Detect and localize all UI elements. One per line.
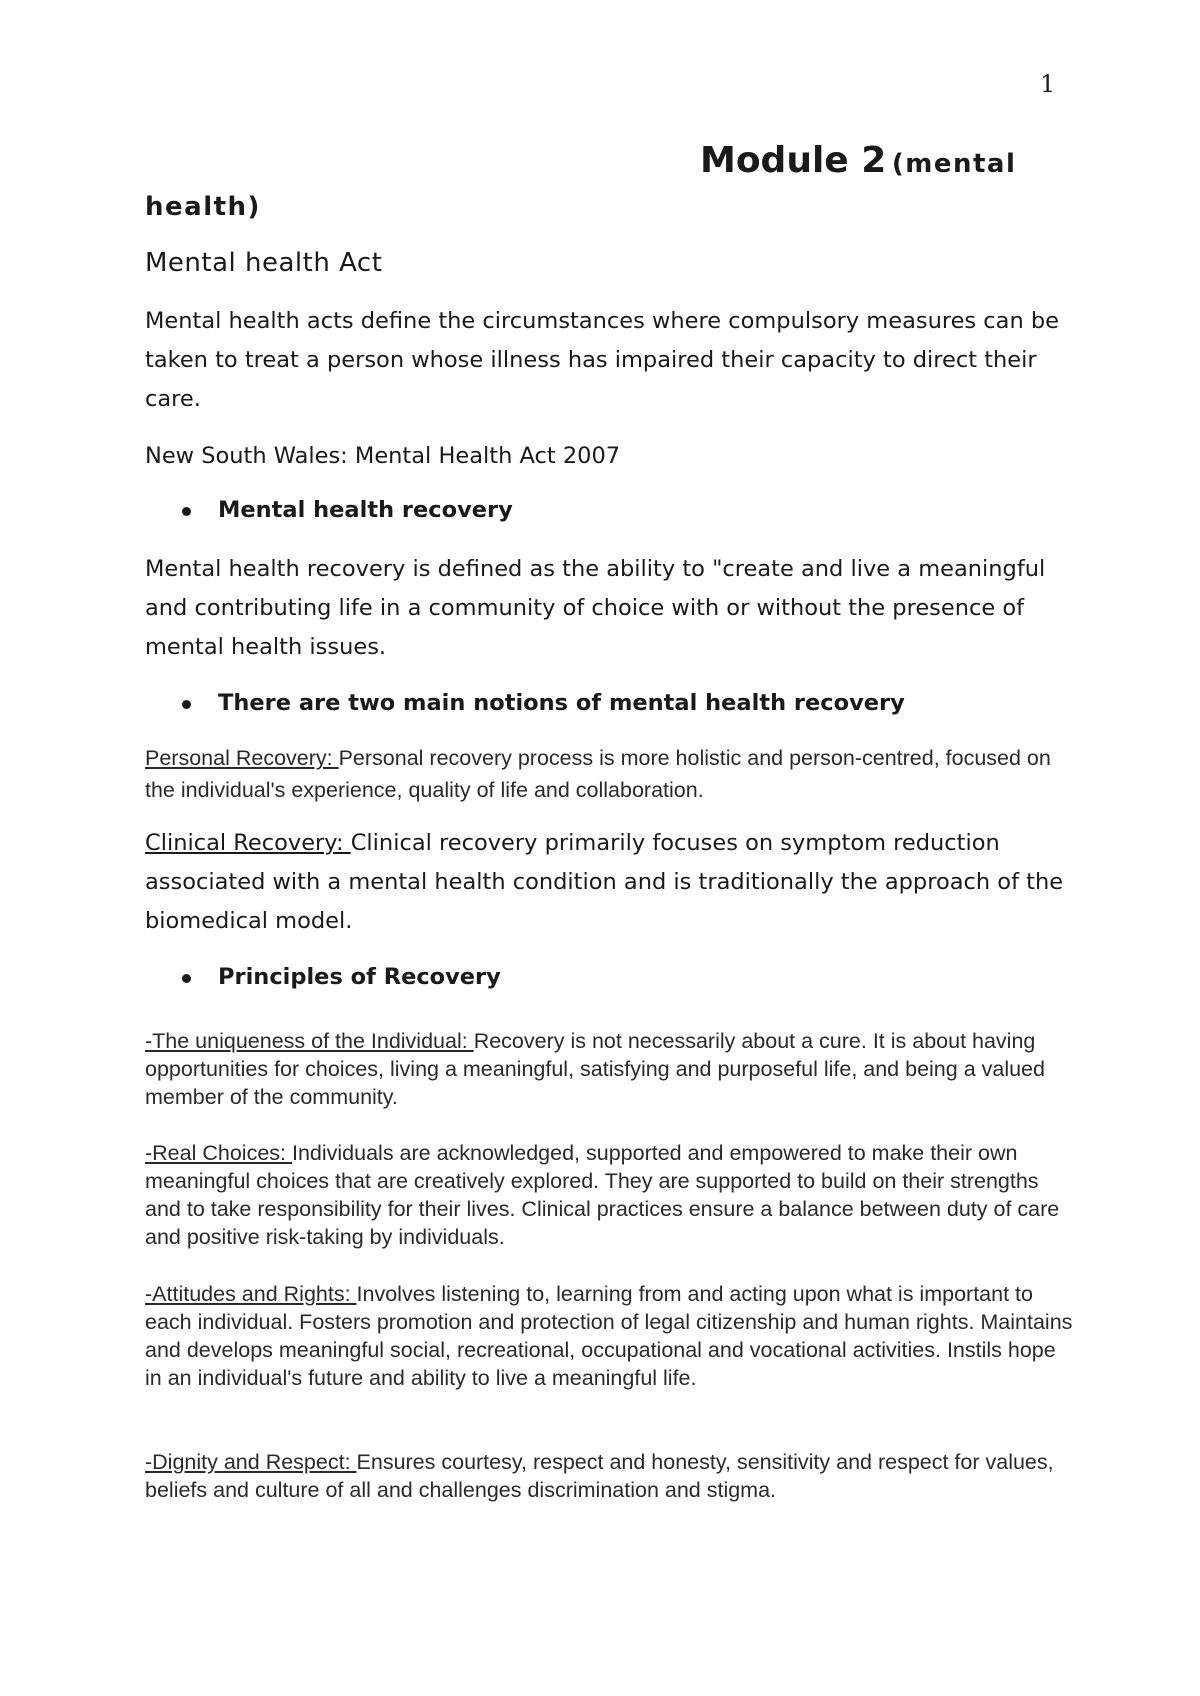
module-title (700, 140, 1016, 181)
clinical-recovery-text: Clinical recovery primarily focuses on symptom reduction associated with a mental health condition and is traditionally the approach of the biomedical model. (145, 830, 1064, 934)
bullet-two-notions: There are two main notions of mental health recovery (218, 690, 905, 716)
nsw-act-line: New South Wales: Mental Health Act 2007 (145, 443, 621, 469)
module-title-paren-start: (mental (891, 149, 1017, 179)
intro-paragraph: Mental health acts define the circumstances where compulsory measures can be taken to treat a person whose illness has impaired their capacity to direct their care. (145, 308, 1060, 412)
bullet-mental-health-recovery: Mental health recovery (218, 497, 513, 523)
bullet-icon (182, 507, 191, 516)
principle-label: -The uniqueness of the Individual: (145, 1029, 474, 1053)
principle-label: -Dignity and Respect: (145, 1450, 357, 1474)
personal-recovery-paragraph (145, 742, 1075, 806)
clinical-recovery-paragraph (145, 824, 1065, 941)
principle-paragraph (145, 1027, 1075, 1111)
principle-label: -Real Choices: (145, 1141, 292, 1165)
page-number: 1 (1040, 70, 1056, 98)
principle-label: -Attitudes and Rights: (145, 1282, 357, 1306)
recovery-definition: Mental health recovery is defined as the ability to "create and live a meaningful and contributing life in a community of choice with or without the presence of mental health issues. (145, 556, 1046, 660)
clinical-recovery-label: Clinical Recovery: (145, 830, 351, 856)
principle-paragraph (145, 1280, 1075, 1392)
principle-text: Recovery is not necessarily about a cure. It is about having opportunities for choices, living a meaningful, satisfying and purposeful life, and being a valued member of the community. (145, 1029, 1045, 1109)
principle-text: Individuals are acknowledged, supported and empowered to make their own meaningful choices that are creatively explored. They are supported to build on their strengths and to take responsibility for their lives. Clinical practices ensure a balance between duty of care and positive risk-taking by individuals. (145, 1141, 1060, 1249)
bullet-icon (182, 974, 191, 983)
bullet-principles: Principles of Recovery (218, 964, 501, 990)
bullet-icon (182, 700, 191, 709)
personal-recovery-text: Personal recovery process is more holistic and person-centred, focused on the individual's experience, quality of life and collaboration. (145, 746, 1051, 802)
module-title-main: Module 2 (700, 140, 887, 181)
principle-paragraph (145, 1139, 1075, 1251)
section-heading: Mental health Act (145, 248, 383, 278)
module-title-paren-end: health) (145, 192, 261, 222)
personal-recovery-label: Personal Recovery: (145, 746, 339, 770)
principle-text: Ensures courtesy, respect and honesty, sensitivity and respect for values, beliefs and culture of all and challenges discrimination and stigma. (145, 1450, 1054, 1502)
principle-text: Involves listening to, learning from and acting upon what is important to each individual. Fosters promotion and protection of legal citizenship and human rights. Maintains and develops meaningful social, recreational, occupational and vocational activities. Instils hope in an individual's future and ability to live a meaningful life. (145, 1282, 1073, 1390)
principle-paragraph (145, 1448, 1075, 1504)
